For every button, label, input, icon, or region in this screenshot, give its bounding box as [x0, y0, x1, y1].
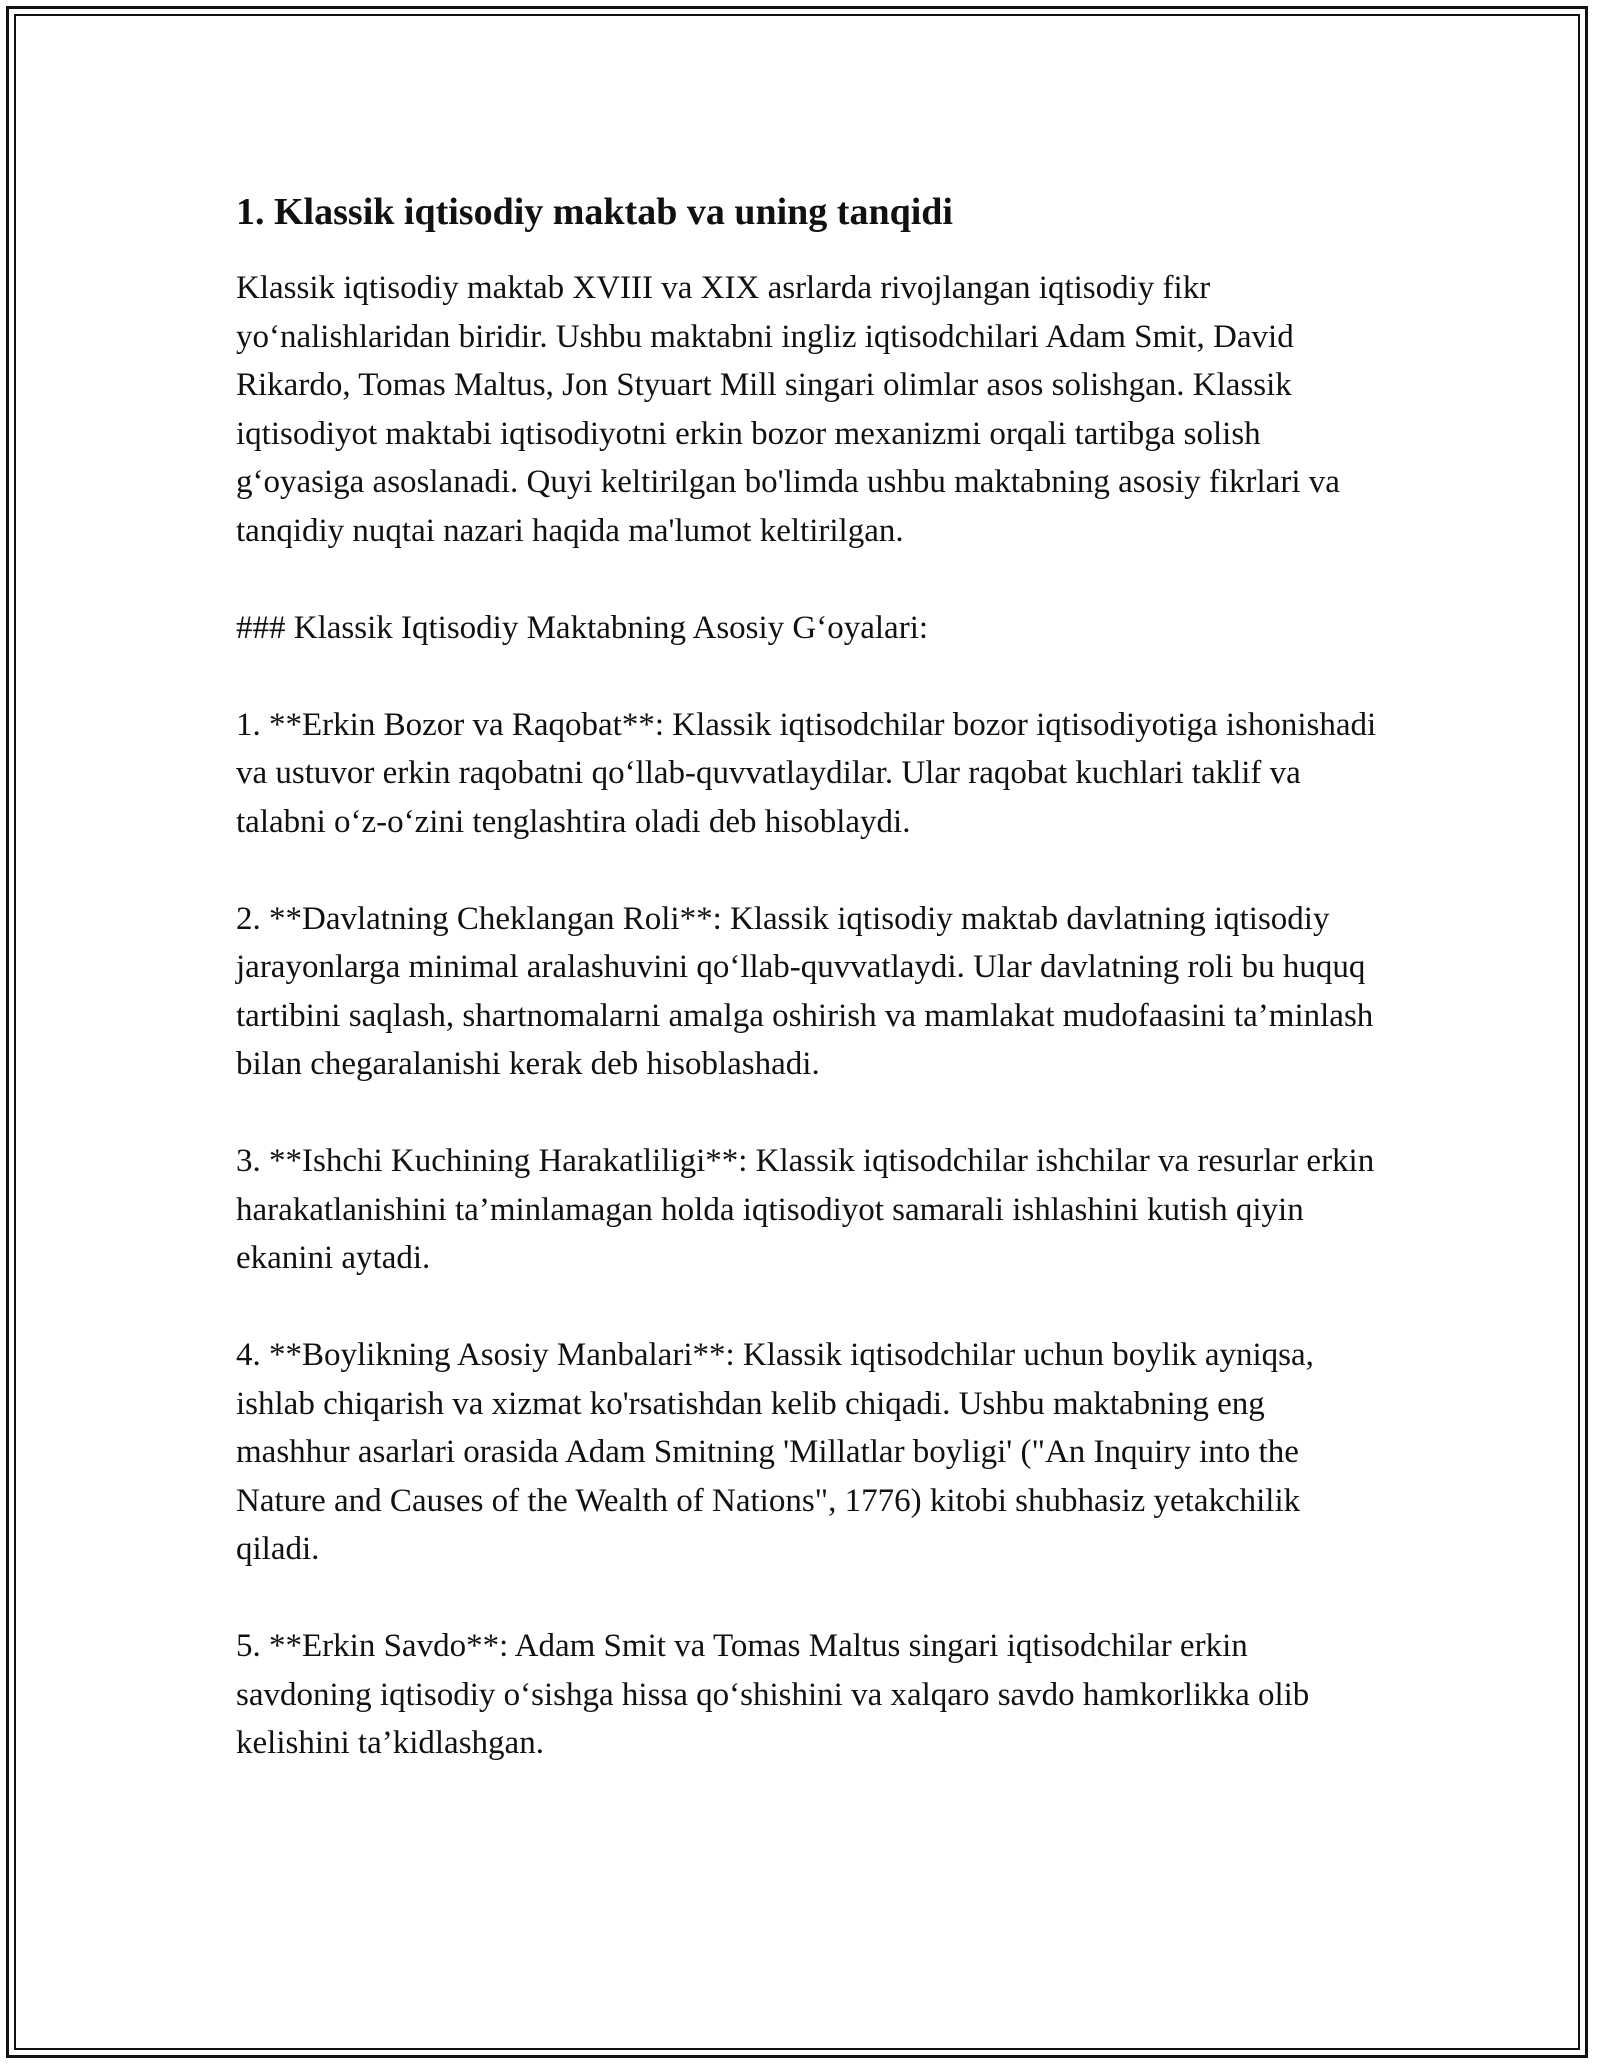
list-item-free-trade: 5. **Erkin Savdo**: Adam Smit va Tomas Maltus singari iqtisodchilar erkin savdoning iqtisodiy o‘sishga hissa qo‘shishini va xalqaro savdo hamkorlikka olib kelishini ta’kidlashgan.	[236, 1628, 1310, 1761]
list-item-limited-state-role: 2. **Davlatning Cheklangan Roli**: Klassik iqtisodiy maktab davlatning iqtisodiy jarayonlarga minimal aralashuvini qo‘llab-quvvatlaydi. Ular davlatning roli bu huquq tartibini saqlash, shartnomalarni amalga oshirish va mamlakat mudofaasini ta’minlash bilan chegaralanishi kerak deb hisoblashadi.	[236, 900, 1374, 1082]
intro-paragraph: Klassik iqtisodiy maktab XVIII va XIX asrlarda rivojlangan iqtisodiy fikr yo‘nalishlaridan biridir. Ushbu maktabni ingliz iqtisodchilari Adam Smit, David Rikardo, Tomas Maltus, Jon Styuart Mill singari olimlar asos solishgan. Klassik iqtisodiyot maktabi iqtisodiyotni erkin bozor mexanizmi orqali tartibga solish g‘oyasiga asoslanadi. Quyi keltirilgan bo'limda ushbu maktabning asosiy fikrlari va tanqidiy nuqtai nazari haqida ma'lumot keltirilgan.	[236, 270, 1340, 549]
list-item-wealth-sources: 4. **Boylikning Asosiy Manbalari**: Klassik iqtisodchilar uchun boylik ayniqsa, ishlab chiqarish va xizmat ko'rsatishdan kelib chiqadi. Ushbu maktabning eng mashhur asarlari orasida Adam Smitning 'Millatlar boyligi' ("An Inquiry into the Nature and Causes of the Wealth of Nations", 1776) kitobi shubhasiz yetakchilik qiladi.	[236, 1337, 1314, 1567]
list-item-free-market: 1. **Erkin Bozor va Raqobat**: Klassik iqtisodchilar bozor iqtisodiyotiga ishonishadi va ustuvor erkin raqobatni qo‘llab-quvvatlaydilar. Ular raqobat kuchlari taklif va talabni o‘z-o‘zini tenglashtira oladi deb hisoblaydi.	[236, 706, 1377, 840]
section-heading: ### Klassik Iqtisodiy Maktabning Asosiy G‘oyalari:	[236, 609, 929, 646]
document-title: 1. Klassik iqtisodiy maktab va uning tanqidi	[236, 191, 953, 233]
list-item-labor-mobility: 3. **Ishchi Kuchining Harakatliligi**: Klassik iqtisodchilar ishchilar va resurlar erkin harakatlanishini ta’minlamagan holda iqtisodiyot samarali ishlashini kutish qiyin ekanini aytadi.	[236, 1143, 1375, 1276]
document-body	[236, 186, 1386, 1816]
